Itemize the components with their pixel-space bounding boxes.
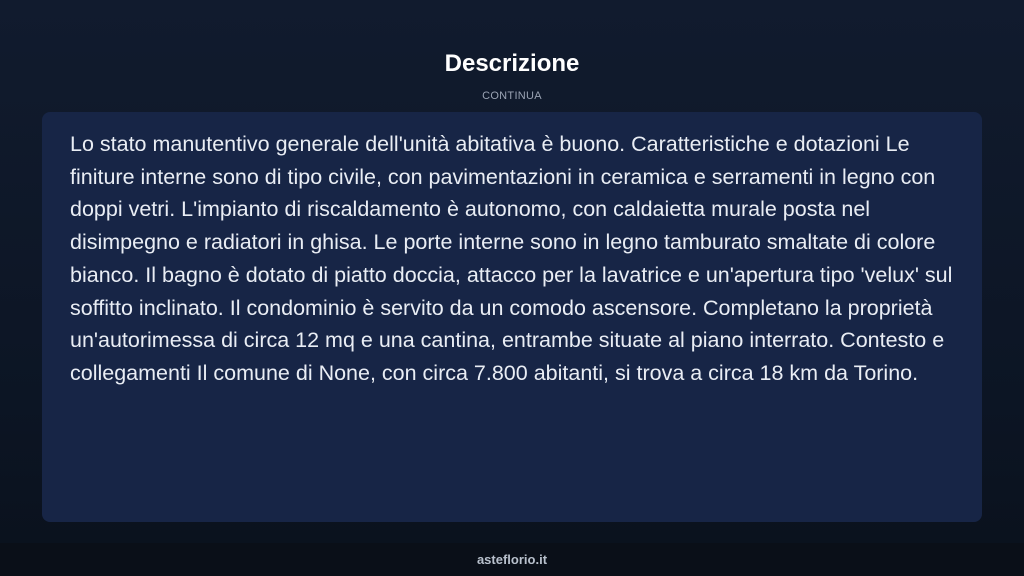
footer-site-label: asteflorio.it [476,552,548,567]
description-card [42,112,982,522]
page-title: Descrizione [444,50,580,77]
footer-bar [0,543,1024,576]
description-text: Lo stato manutentivo generale dell'unità abitativa è buono. Caratteristiche e dotazioni Le finiture interne sono di tipo civile, con pavimentazioni in ceramica e serramenti in legno con doppi vetri. L'impianto di riscaldamento è autonomo, con caldaietta murale posta nel disimpegno e radiatori in ghisa. Le porte interne sono in legno tamburato smaltate di colore bianco. Il bagno è dotato di piatto doccia, attacco per la lavatrice e un'apertura tipo 'velux' sul soffitto inclinato. Il condominio è servito da un comodo ascensore. Completano la proprietà un'autorimessa di circa 12 mq e una cantina, entrambe situate al piano interrato. Contesto e collegamenti Il comune di None, con circa 7.800 abitanti, si trova a circa 18 km da Torino. [70,132,953,385]
continue-label: CONTINUA [482,90,542,102]
